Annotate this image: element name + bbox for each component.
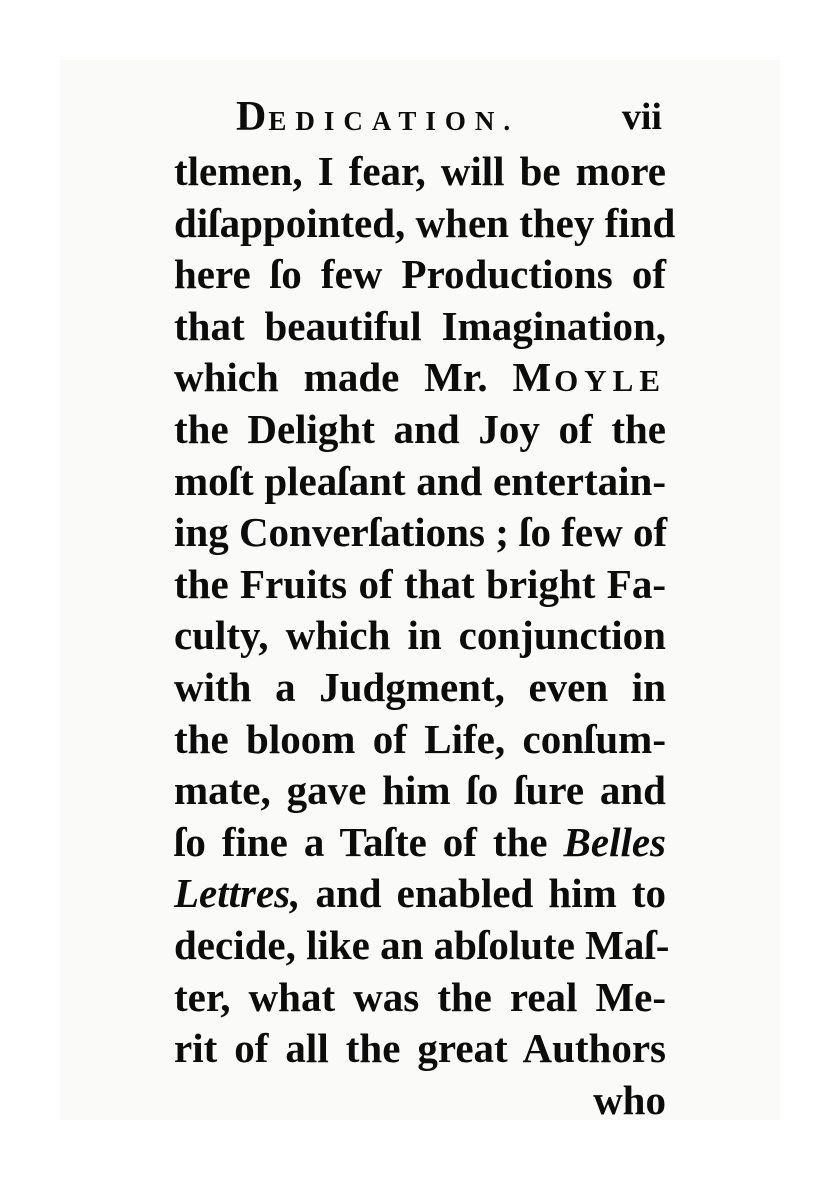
text-line: diſappointed, when they find [174, 199, 676, 246]
italic-text: Lettres, [174, 870, 301, 917]
text-line: with a Judgment, even in [174, 663, 666, 710]
page-header [236, 92, 666, 142]
running-head [236, 92, 519, 146]
text-line: tlemen, I fear, will be more [174, 148, 666, 194]
text-line: ter, what was the real Me- [174, 973, 666, 1020]
text-line: that beautiful Imagination, [174, 302, 666, 349]
text-line [174, 868, 666, 920]
text-line: here ſo few Productions of [174, 251, 666, 298]
running-head-initial: D [236, 94, 269, 140]
text-segment: and enabled him to [315, 870, 666, 917]
body-text [174, 146, 676, 1126]
text-line: culty, which in conjunction [174, 612, 666, 659]
text-line: rit of all the great Authors [174, 1025, 666, 1072]
text-line: the Fruits of that bright Fa- [174, 560, 666, 607]
italic-text: Belles [563, 818, 667, 865]
name-rest: OYLE [554, 363, 667, 399]
text-line [174, 352, 666, 404]
text-segment: ſo fine a Taſte of the [174, 818, 548, 865]
text-line: moſt pleaſant and entertain- [174, 457, 666, 504]
page-number: vii [621, 96, 662, 138]
text-line: mate, gave him ſo ſure and [174, 767, 666, 814]
text-line: decide, like an abſolute Maſ- [174, 921, 670, 968]
small-caps-name [512, 354, 667, 401]
catchword: who [593, 1076, 666, 1123]
text-line [174, 817, 666, 869]
text-line: ing Converſations ; ſo few of [174, 509, 668, 556]
text-segment: which made Mr. [174, 354, 488, 401]
text-line: the bloom of Life, conſum- [174, 715, 666, 762]
running-head-text: EDICATION. [268, 106, 520, 136]
text-line: the Delight and Joy of the [174, 405, 666, 452]
name-initial: M [512, 354, 555, 401]
